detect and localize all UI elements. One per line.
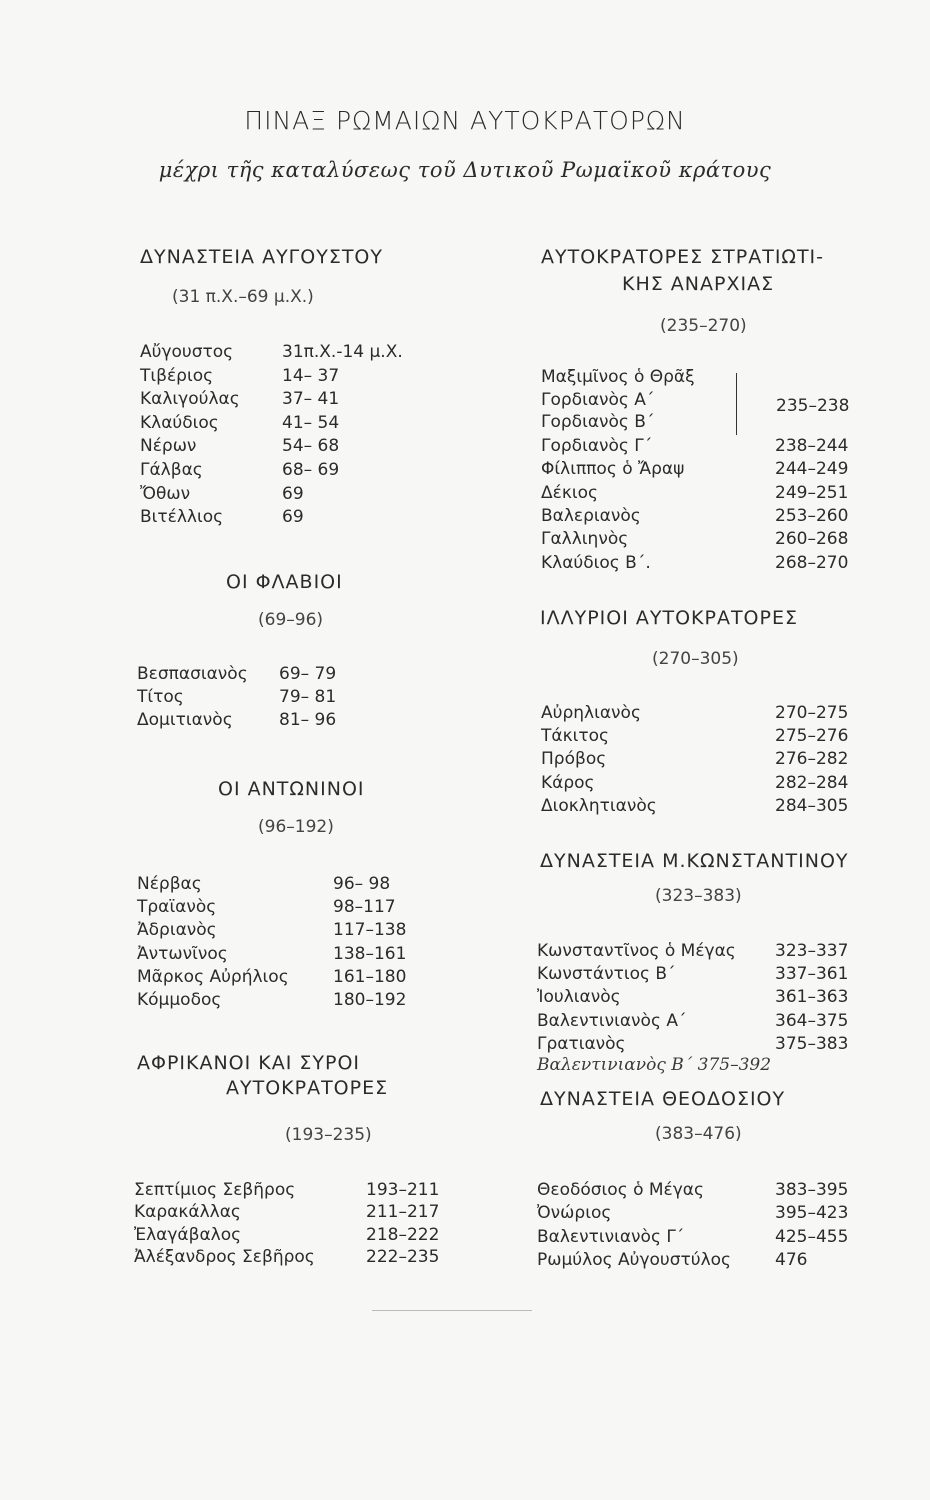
handwritten-annotation: Βαλεντινιανὸς Β΄ 375–392 <box>537 1055 772 1075</box>
emperor-name: Γάλβας <box>140 460 203 480</box>
list-row <box>137 920 443 942</box>
emperor-name: Γαλλιηνὸς <box>541 529 629 550</box>
reign-years: 222–235 <box>366 1246 440 1267</box>
emperor-name: Νέρων <box>140 436 197 457</box>
flavians-heading: ΟΙ ΦΛΑΒΙΟΙ <box>226 571 343 593</box>
reign-years: 81– 96 <box>279 710 337 730</box>
reign-years: 14– 37 <box>282 365 340 386</box>
reign-years: 270–275 <box>775 703 849 723</box>
flavians-period: (69–96) <box>258 610 324 630</box>
emperor-name: Αὐρηλιανὸς <box>541 703 641 723</box>
emperor-name: Ἀλέξανδρος Σεβῆρος <box>134 1246 315 1267</box>
reign-years: 275–276 <box>775 726 849 747</box>
africans-heading: ΑΦΡΙΚΑΝΟΙ ΚΑΙ ΣΥΡΟΙ <box>137 1052 361 1074</box>
emperor-name: Ἐλαγάβαλος <box>134 1224 242 1245</box>
list-row <box>541 796 885 818</box>
emperor-name: Κλαύδιος <box>140 412 219 433</box>
emperor-name: Κωνσταντῖνος ὁ Μέγας <box>537 941 736 961</box>
emperor-name: Βεσπασιανὸς <box>137 664 248 684</box>
emperor-name: Τραϊανὸς <box>137 897 217 918</box>
reign-years: 383–395 <box>775 1180 849 1200</box>
emperor-name: Κωνστάντιος Β΄ <box>537 964 676 985</box>
reign-years: 69 <box>282 483 304 504</box>
bottom-divider <box>372 1310 532 1311</box>
emperor-name: Καλιγούλας <box>140 389 240 410</box>
emperor-name: Ἀδριανὸς <box>137 920 217 941</box>
list-row <box>137 710 389 732</box>
emperor-name: Δομιτιανὸς <box>137 710 233 730</box>
emperor-name: Αὔγουστος <box>140 342 234 362</box>
list-row <box>137 990 443 1012</box>
reign-years: 249–251 <box>775 482 849 503</box>
page-title: ΠΙΝΑΞ ΡΩΜΑΙΩΝ ΑΥΤΟΚΡΑΤΟΡΩΝ <box>244 106 686 135</box>
list-row <box>134 1180 476 1202</box>
emperor-name: Ὄθων <box>140 483 191 504</box>
reign-years: 98–117 <box>333 897 396 918</box>
reign-years: 54– 68 <box>282 436 340 457</box>
emperor-name: Τιβέριος <box>140 365 214 386</box>
reign-years: 69 <box>282 507 304 528</box>
reign-years: 425–455 <box>775 1226 849 1247</box>
list-row <box>137 944 443 966</box>
emperor-name: Ὀνώριος <box>537 1203 612 1224</box>
list-row <box>137 687 389 709</box>
reign-years: 476 <box>775 1249 808 1270</box>
emperor-name: Βαλεριανὸς <box>541 505 641 526</box>
emperor-name: Ἀντωνῖνος <box>137 943 228 964</box>
list-row <box>541 529 885 551</box>
list-row <box>541 773 885 795</box>
africans-heading-cont: ΑΥΤΟΚΡΑΤΟΡΕΣ <box>226 1077 389 1099</box>
africans-period: (193–235) <box>285 1125 372 1145</box>
list-row <box>537 1227 885 1249</box>
emperor-name: Μαξιμῖνος ὁ Θρᾶξ <box>541 367 695 387</box>
list-row <box>537 1180 885 1202</box>
emperor-name: Κλαύδιος Β΄. <box>541 552 651 573</box>
emperor-name: Βαλεντινιανὸς Γ΄ <box>537 1226 685 1247</box>
emperor-name: Τίτος <box>137 687 184 707</box>
list-row <box>541 459 885 481</box>
reign-years: 361–363 <box>775 987 849 1008</box>
braced-years: 235–238 <box>776 396 850 416</box>
emperor-name: Γορδιανὸς Β΄ <box>541 412 655 432</box>
reign-years: 395–423 <box>775 1203 849 1224</box>
list-row <box>541 749 885 771</box>
list-row <box>137 664 389 686</box>
list-row <box>137 897 443 919</box>
list-row <box>140 460 392 482</box>
emperor-name: Δέκιος <box>541 482 598 503</box>
list-row <box>541 436 885 458</box>
list-row <box>140 484 392 506</box>
theodosius-heading: ΔΥΝΑΣΤΕΙΑ ΘΕΟΔΟΣΙΟΥ <box>540 1088 786 1110</box>
list-row <box>137 967 443 989</box>
illyrians-heading: ΙΛΛΥΡΙΟΙ ΑΥΤΟΚΡΑΤΟΡΕΣ <box>540 607 798 629</box>
emperor-name: Βιτέλλιος <box>140 507 224 528</box>
reign-years: 337–361 <box>775 964 849 985</box>
constantine-heading: ΔΥΝΑΣΤΕΙΑ Μ.ΚΩΝΣΤΑΝΤΙΝΟΥ <box>540 850 849 872</box>
emperor-name: Ἰουλιανὸς <box>537 987 621 1008</box>
reign-years: 238–244 <box>775 436 849 456</box>
reign-years: 68– 69 <box>282 460 340 480</box>
reign-years: 375–383 <box>775 1033 849 1054</box>
antonines-period: (96–192) <box>258 817 334 837</box>
bracket-line <box>734 373 737 435</box>
anarchy-heading: ΑΥΤΟΚΡΑΤΟΡΕΣ ΣΤΡΑΤΙΩΤΙ- <box>541 246 825 268</box>
list-row <box>541 483 885 505</box>
list-row <box>541 506 885 528</box>
emperor-name: Μᾶρκος Αὐρήλιος <box>137 966 289 987</box>
augustus-period: (31 π.Χ.–69 μ.Χ.) <box>172 287 314 307</box>
reign-years: 180–192 <box>333 990 407 1010</box>
reign-years: 79– 81 <box>279 687 337 707</box>
constantine-period: (323–383) <box>655 886 742 906</box>
list-row <box>140 436 392 458</box>
reign-years: 218–222 <box>366 1224 440 1245</box>
reign-years: 41– 54 <box>282 412 340 433</box>
list-row <box>537 1011 885 1033</box>
emperor-name: Κόμμοδος <box>137 990 222 1010</box>
emperor-name: Πρόβος <box>541 749 607 770</box>
reign-years: 117–138 <box>333 920 407 941</box>
emperor-name: Γορδιανὸς Γ΄ <box>541 436 653 456</box>
emperor-name: Ρωμύλος Αὐγουστύλος <box>537 1249 732 1270</box>
reign-years: 253–260 <box>775 505 849 526</box>
list-row <box>134 1202 476 1224</box>
list-row <box>537 1250 885 1272</box>
theodosius-period: (383–476) <box>655 1124 742 1144</box>
emperor-name: Φίλιππος ὁ Ἄραψ <box>541 459 685 480</box>
list-row <box>537 1034 885 1056</box>
list-row <box>140 366 392 388</box>
list-row <box>537 1203 885 1225</box>
reign-years: 364–375 <box>775 1010 849 1031</box>
reign-years: 284–305 <box>775 795 849 816</box>
emperor-name: Νέρβας <box>137 874 202 894</box>
augustus-heading: ΔΥΝΑΣΤΕΙΑ ΑΥΓΟΥΣΤΟΥ <box>140 246 383 268</box>
reign-years: 31π.Χ.-14 μ.Χ. <box>282 342 403 362</box>
list-row <box>541 703 885 725</box>
antonines-heading: ΟΙ ΑΝΤΩΝΙΝΟΙ <box>218 778 365 800</box>
list-row <box>537 941 885 963</box>
emperor-name: Κάρος <box>541 772 595 793</box>
reign-years: 193–211 <box>366 1180 440 1200</box>
list-row <box>140 507 392 529</box>
list-row <box>541 726 885 748</box>
illyrians-period: (270–305) <box>652 649 739 669</box>
reign-years: 276–282 <box>775 749 849 770</box>
reign-years: 138–161 <box>333 943 407 964</box>
emperor-name: Βαλεντινιανὸς Α΄ <box>537 1010 687 1031</box>
emperor-name: Γορδιανὸς Α΄ <box>541 389 655 410</box>
anarchy-period: (235–270) <box>660 316 747 336</box>
reign-years: 268–270 <box>775 552 849 573</box>
reign-years: 161–180 <box>333 966 407 987</box>
reign-years: 282–284 <box>775 772 849 793</box>
list-row <box>537 964 885 986</box>
list-row <box>134 1247 476 1269</box>
emperor-name: Τάκιτος <box>541 726 609 747</box>
reign-years: 96– 98 <box>333 874 391 894</box>
list-row <box>541 553 885 575</box>
list-row <box>137 874 443 896</box>
reign-years: 323–337 <box>775 941 849 961</box>
list-row <box>140 342 403 364</box>
reign-years: 69– 79 <box>279 664 337 684</box>
reign-years: 260–268 <box>775 529 849 550</box>
reign-years: 211–217 <box>366 1202 440 1223</box>
list-row <box>134 1225 476 1247</box>
emperor-name: Καρακάλλας <box>134 1202 241 1223</box>
reign-years: 37– 41 <box>282 389 340 410</box>
list-row <box>140 413 392 435</box>
page-subtitle: μέχρι τῆς καταλύσεως τοῦ Δυτικοῦ Ρωμαϊκοῦ κράτους <box>158 158 772 182</box>
emperor-name: Σεπτίμιος Σεβῆρος <box>134 1180 296 1200</box>
emperor-name: Διοκλητιανὸς <box>541 795 657 816</box>
anarchy-heading-cont: ΚΗΣ ΑΝΑΡΧΙΑΣ <box>622 273 775 295</box>
list-row <box>537 987 885 1009</box>
emperor-name: Γρατιανὸς <box>537 1033 626 1054</box>
list-row <box>140 389 392 411</box>
emperor-name: Θεοδόσιος ὁ Μέγας <box>537 1180 704 1200</box>
reign-years: 244–249 <box>775 459 849 480</box>
